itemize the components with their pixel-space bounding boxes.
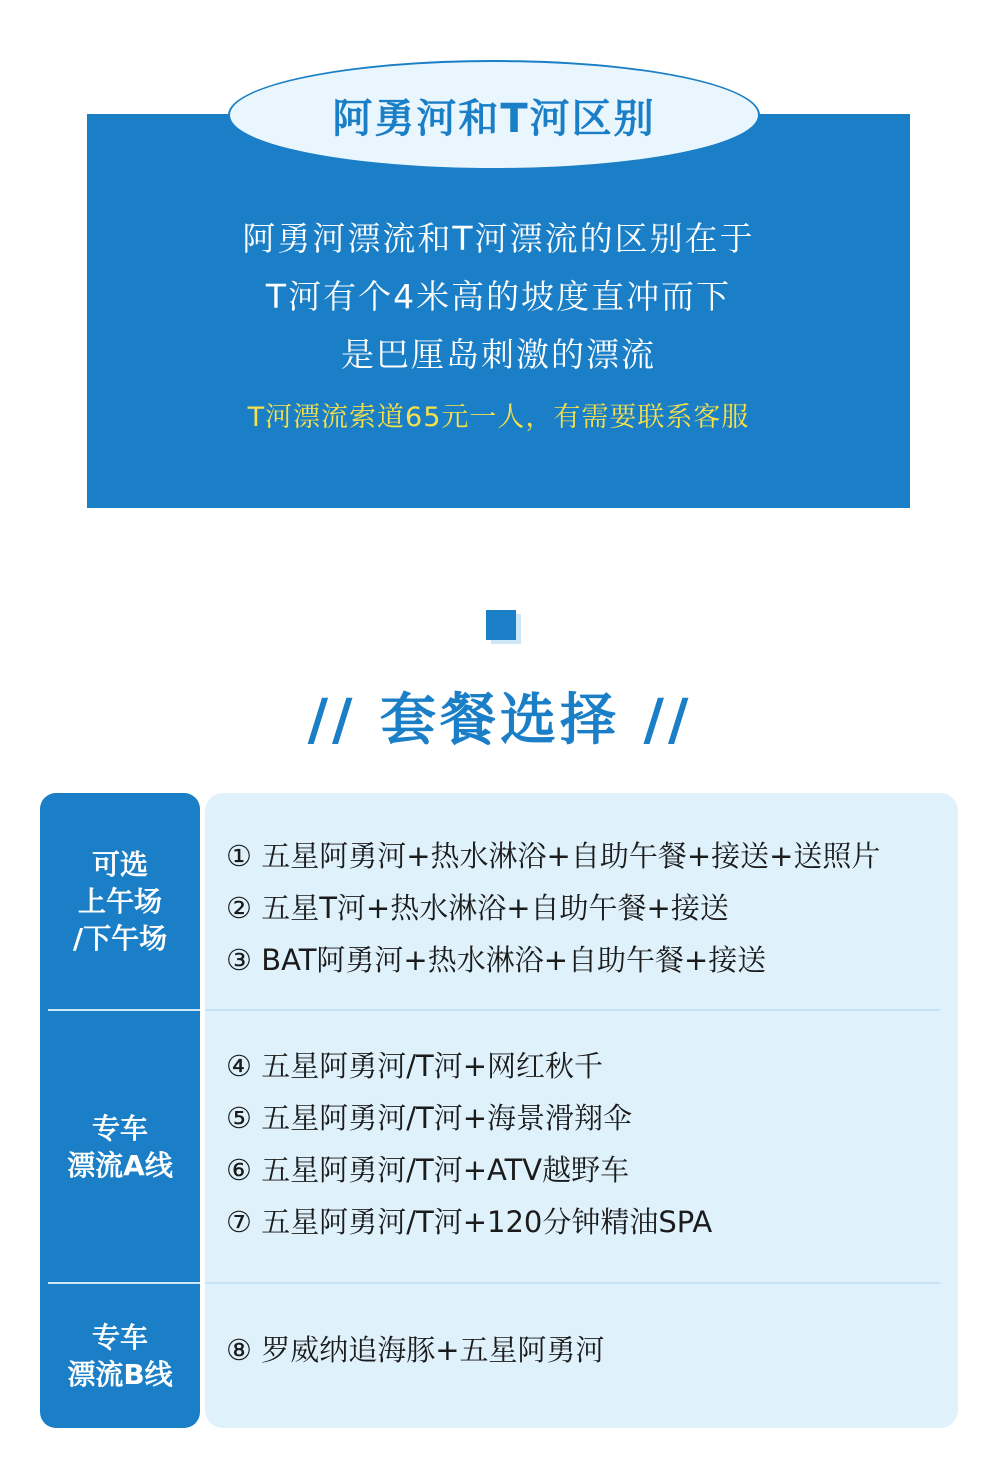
package-option[interactable]: ④ 五星阿勇河/T河+网红秋千 — [226, 1049, 604, 1083]
group-items-optional-session — [226, 830, 946, 986]
row-divider — [205, 1282, 940, 1284]
difference-text-block — [87, 210, 910, 438]
package-option[interactable]: ⑤ 五星阿勇河/T河+海景滑翔伞 — [226, 1101, 633, 1135]
group-label-line: 漂流B线 — [67, 1358, 173, 1391]
package-option[interactable]: ⑥ 五星阿勇河/T河+ATV越野车 — [226, 1153, 630, 1187]
package-option[interactable]: ③ BAT阿勇河+热水淋浴+自助午餐+接送 — [226, 943, 767, 977]
package-option[interactable]: ⑦ 五星阿勇河/T河+120分钟精油SPA — [226, 1205, 713, 1239]
group-label-line: /下午场 — [72, 921, 168, 955]
group-label-line-b — [40, 1284, 200, 1428]
difference-title: 阿勇河和T河区别 — [332, 95, 656, 142]
group-label-line: 上午场 — [77, 884, 162, 918]
group-label-line: 专车 — [91, 1321, 148, 1354]
group-label-line-a — [40, 1011, 200, 1282]
group-label-line: 漂流A线 — [67, 1148, 173, 1182]
difference-title-badge — [228, 60, 760, 170]
difference-line: 阿勇河漂流和T河漂流的区别在于 — [242, 219, 755, 258]
group-label-line: 可选 — [91, 847, 148, 881]
package-option[interactable]: ⑧ 罗威纳追海豚+五星阿勇河 — [226, 1333, 605, 1367]
group-label-optional-session — [40, 793, 200, 1009]
package-option[interactable]: ① 五星阿勇河+热水淋浴+自助午餐+接送+送照片 — [226, 839, 881, 873]
row-divider — [205, 1009, 940, 1011]
group-items-line-b — [226, 1324, 946, 1376]
difference-line: 是巴厘岛刺激的漂流 — [341, 335, 656, 374]
group-label-line: 专车 — [91, 1111, 148, 1145]
difference-line: T河有个4米高的坡度直冲而下 — [265, 277, 732, 316]
package-option[interactable]: ② 五星T河+热水淋浴+自助午餐+接送 — [226, 891, 729, 925]
group-items-line-a — [226, 1040, 946, 1248]
difference-note: T河漂流索道65元一人，有需要联系客服 — [247, 402, 750, 433]
packages-heading: // 套餐选择 // — [307, 688, 693, 753]
heading-square-icon — [486, 610, 516, 640]
